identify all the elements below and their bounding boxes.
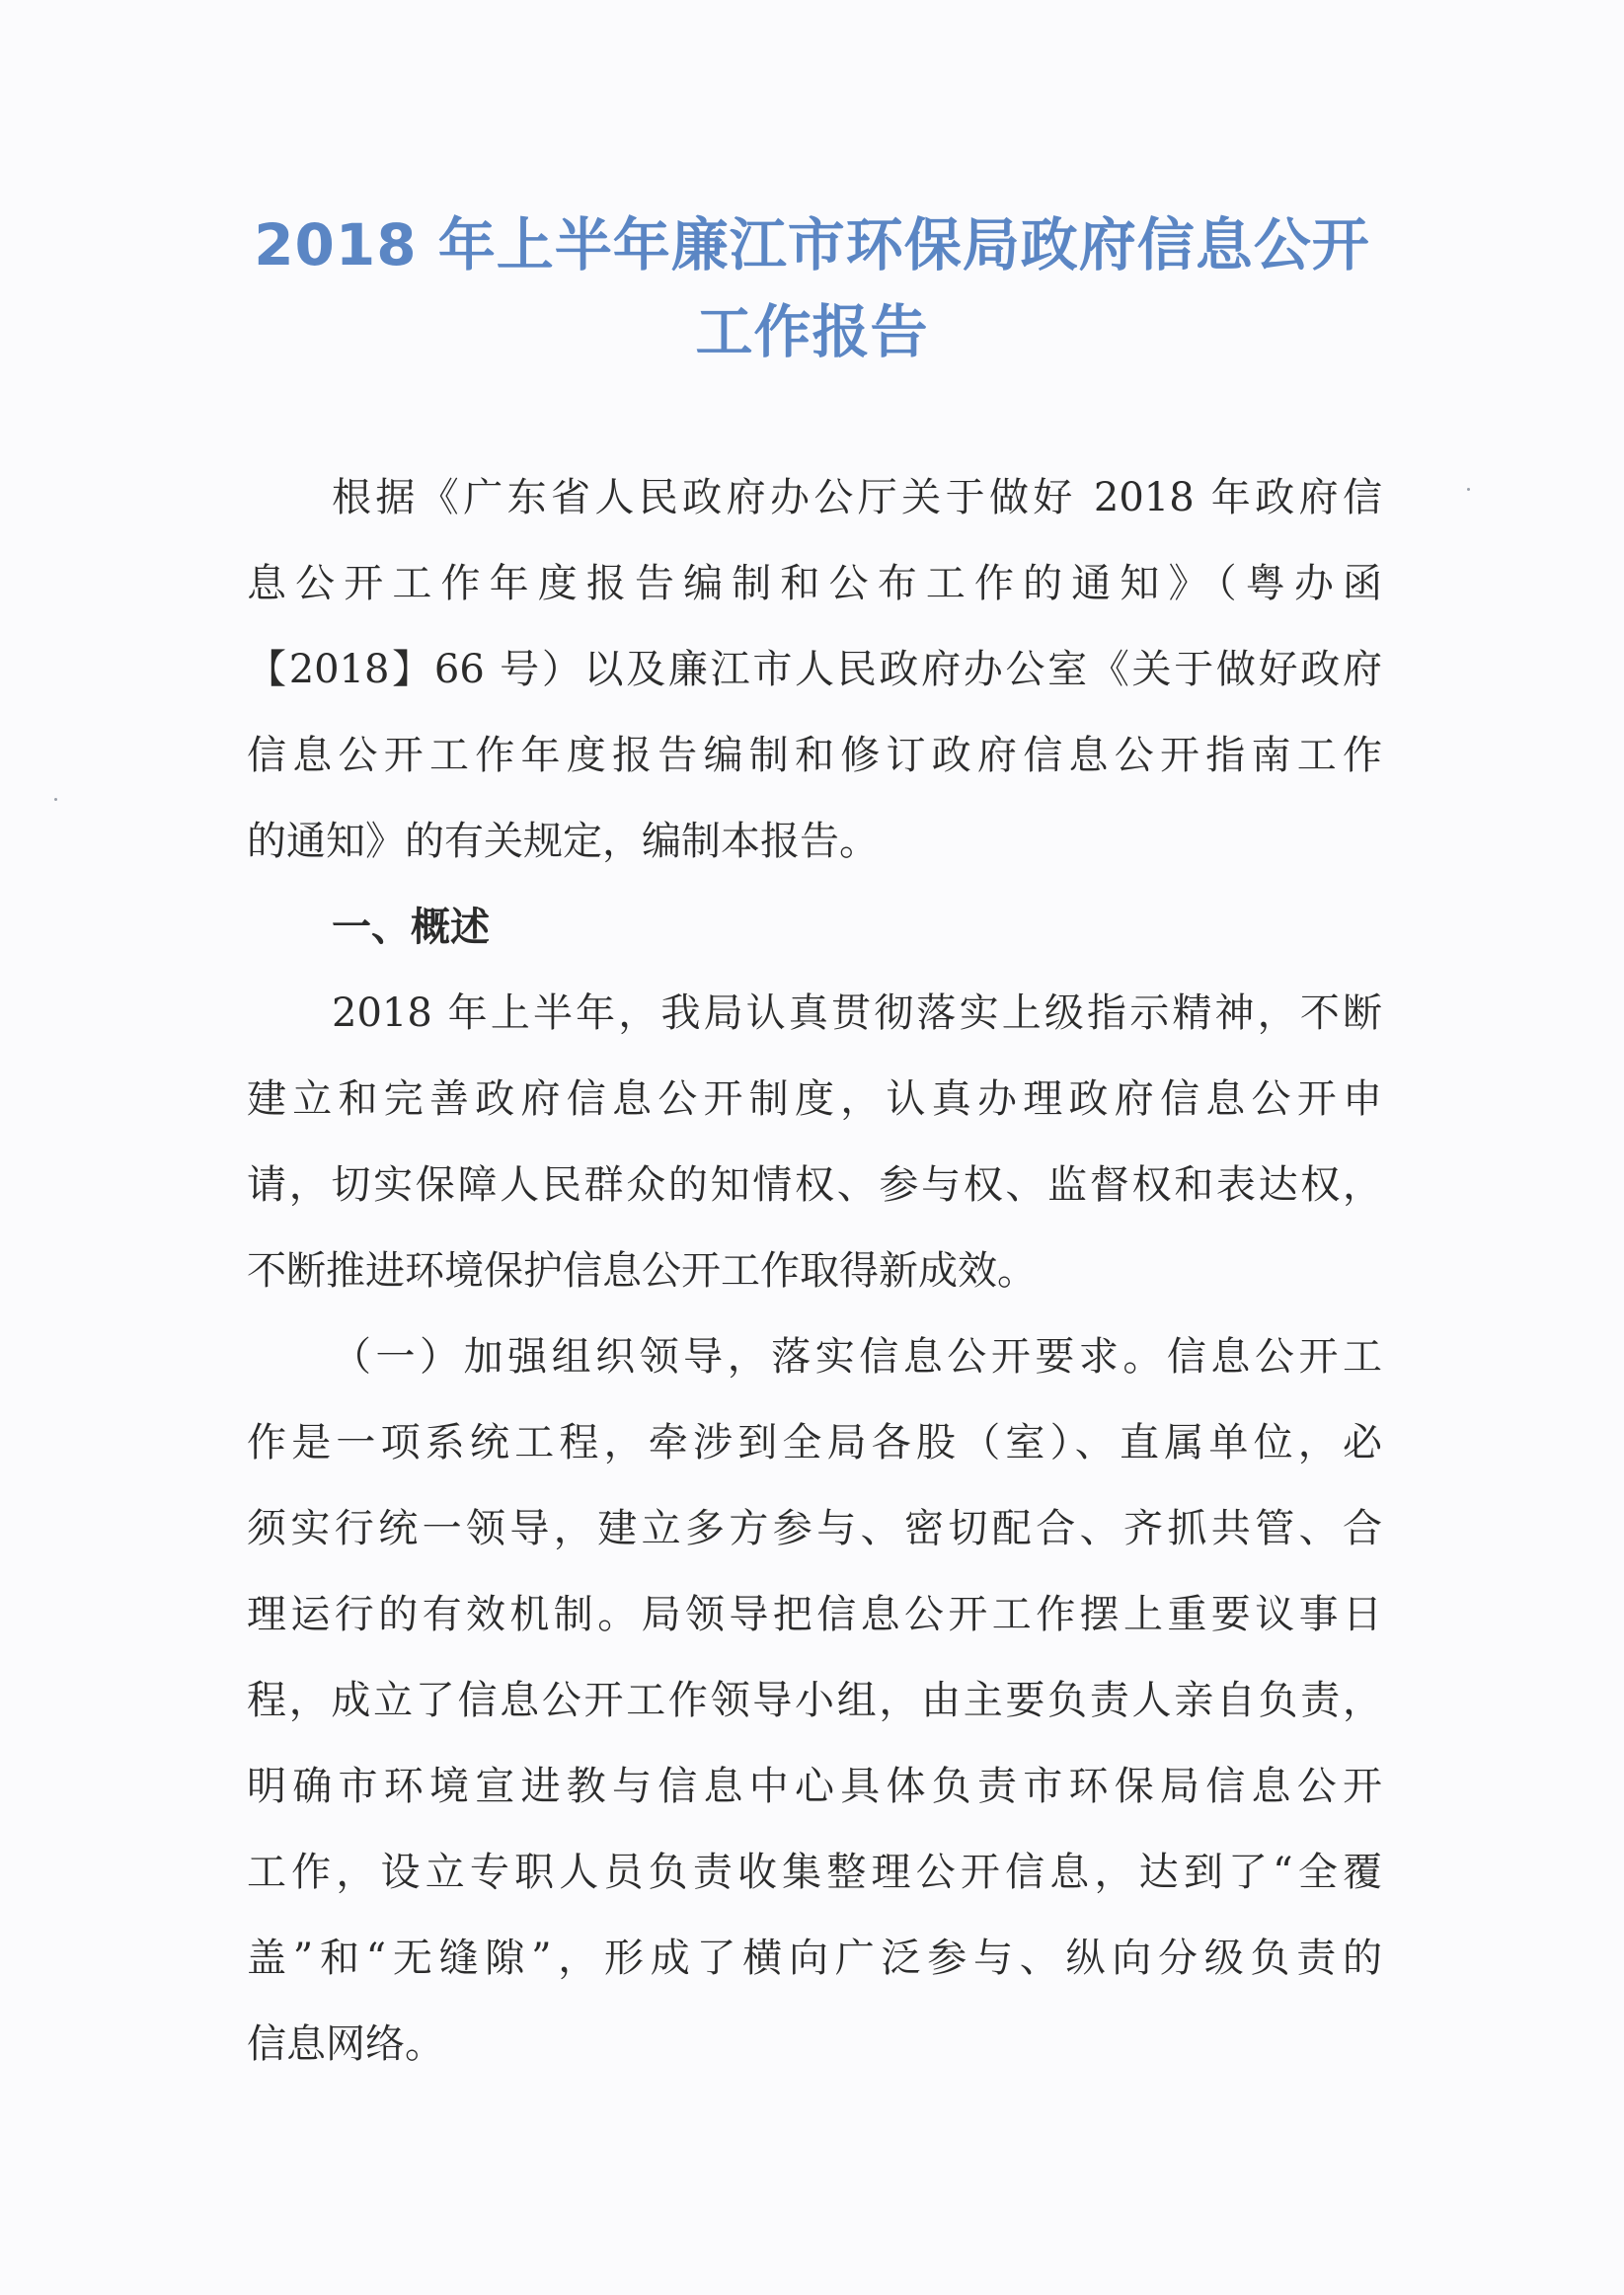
paragraph-3-line-1: （一）加强组织领导，落实信息公开要求。信息公开工 [332, 1334, 1382, 1380]
paragraph-2-line-1: 2018 年上半年，我局认真贯彻落实上级指示精神，不断 [332, 990, 1382, 1036]
paragraph-1-line-3: 【2018】66 号）以及廉江市人民政府办公室《关于做好政府 [247, 647, 1382, 692]
paragraph-2-line-4: 不断推进环境保护信息公开工作取得新成效。 [247, 1248, 1037, 1294]
paragraph-1-line-1: 根据《广东省人民政府办公厅关于做好 2018 年政府信 [332, 475, 1382, 520]
paragraph-3-line-9: 信息网络。 [247, 2021, 444, 2067]
paragraph-3-line-8: 盖”和“无缝隙”，形成了横向广泛参与、纵向分级负责的 [247, 1936, 1382, 1981]
paragraph-1-line-4: 信息公开工作年度报告编制和修订政府信息公开指南工作 [247, 733, 1382, 778]
document-title-line-1: 2018 年上半年廉江市环保局政府信息公开 [254, 211, 1370, 278]
paragraph-3-line-5: 程，成立了信息公开工作领导小组，由主要负责人亲自负责， [247, 1678, 1382, 1723]
scan-speck [1467, 488, 1470, 491]
paragraph-1-line-2: 息公开工作年度报告编制和公布工作的通知》（粤办函 [247, 561, 1382, 606]
paragraph-3-line-2: 作是一项系统工程，牵涉到全局各股（室）、直属单位，必 [247, 1420, 1382, 1465]
paragraph-2-line-2: 建立和完善政府信息公开制度，认真办理政府信息公开申 [247, 1076, 1382, 1122]
section-heading-overview: 一、概述 [332, 905, 490, 950]
paragraph-3-line-6: 明确市环境宣进教与信息中心具体负责市环保局信息公开 [247, 1764, 1382, 1809]
document-title-line-2: 工作报告 [695, 298, 929, 365]
paragraph-2-line-3: 请，切实保障人民群众的知情权、参与权、监督权和表达权， [247, 1162, 1382, 1208]
paragraph-3-line-7: 工作，设立专职人员负责收集整理公开信息，达到了“全覆 [247, 1850, 1382, 1895]
paragraph-3-line-4: 理运行的有效机制。局领导把信息公开工作摆上重要议事日 [247, 1592, 1382, 1637]
paragraph-1-line-5: 的通知》的有关规定，编制本报告。 [247, 819, 879, 864]
paragraph-3-line-3: 须实行统一领导，建立多方参与、密切配合、齐抓共管、合 [247, 1506, 1382, 1551]
scan-speck [54, 798, 57, 801]
